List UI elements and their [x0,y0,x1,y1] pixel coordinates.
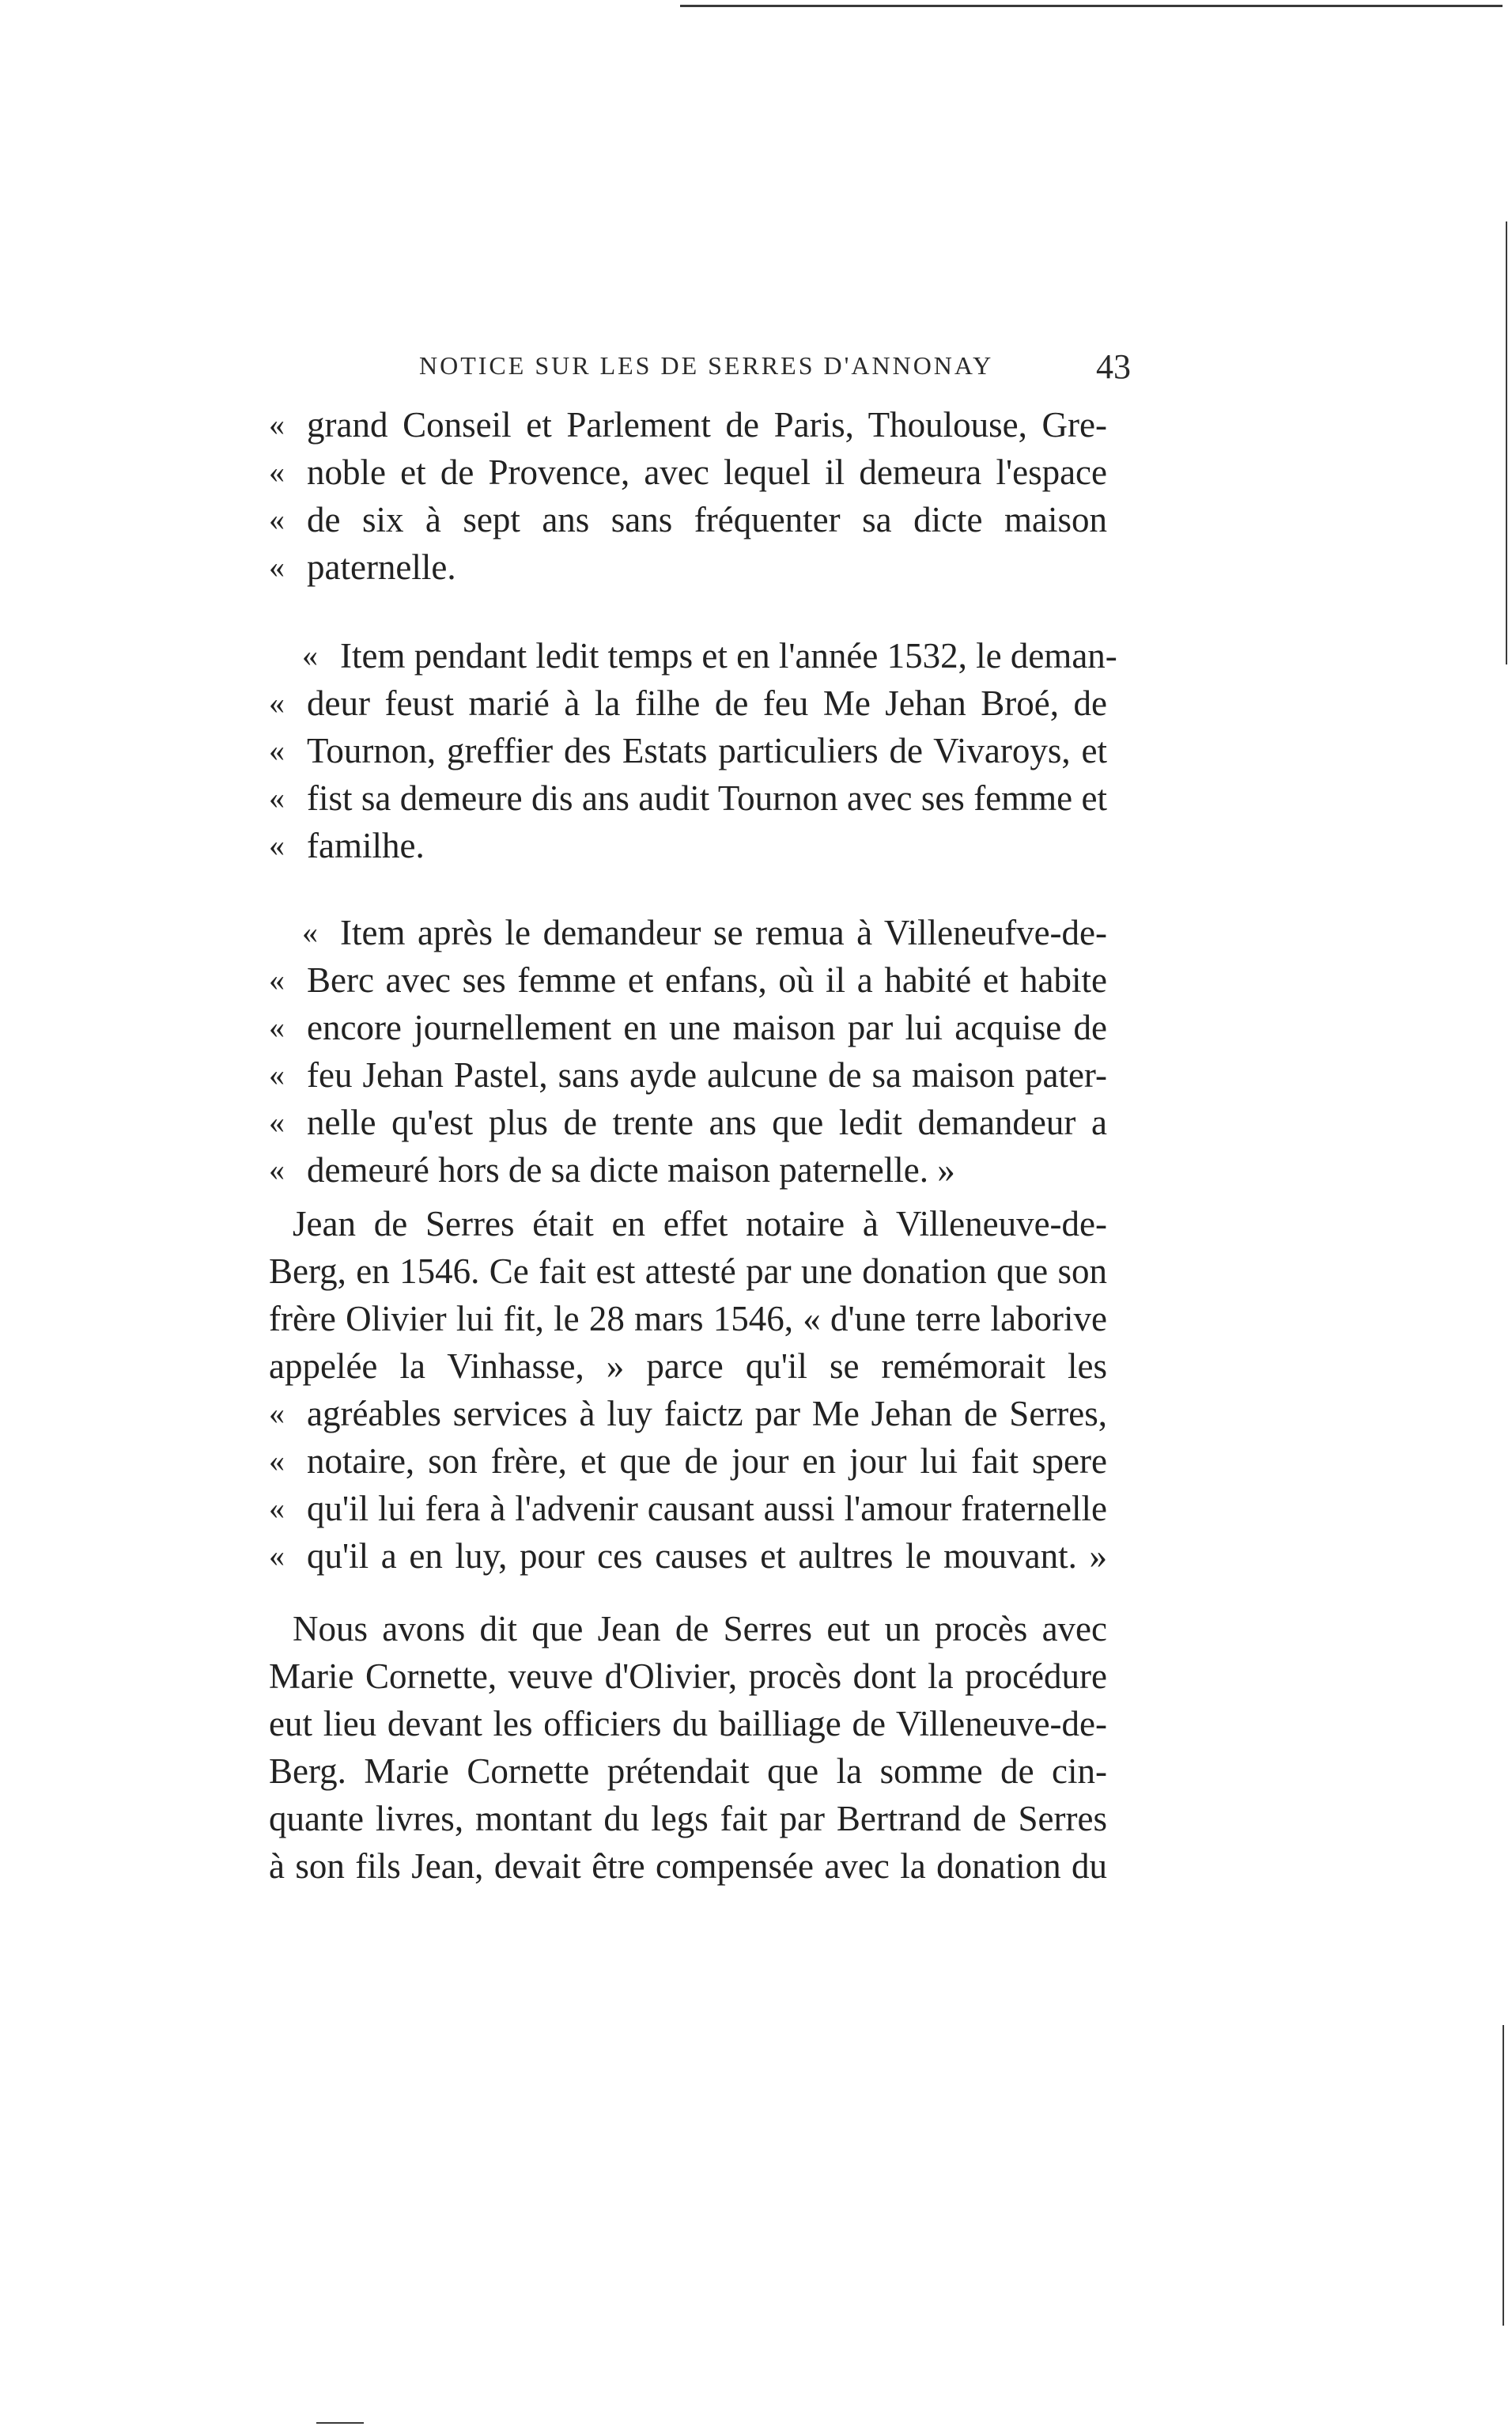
quote-line [269,1052,1107,1098]
quote-line [269,957,1107,1003]
quote-line [269,910,1107,956]
text-line: demeuré hors de sa dicte maison paternelle. » [307,1150,955,1190]
text-line: qu'il a en luy, pour ces causes et aultres le mouvant. » [307,1536,1107,1576]
text-line: Tournon, greffier des Estats particuliers de Vivaroys, et [307,731,1107,770]
quote-line [269,1147,1107,1193]
text-line: Berg, en 1546. Ce fait est attesté par une donation que son [269,1251,1107,1291]
quote-mark: « [269,1009,285,1045]
scan-right-edge [1506,221,1507,664]
quote-line [269,1533,1107,1579]
quote-mark: « [302,914,318,950]
text-line: notaire, son frère, et que de jour en jour lui fait spere [307,1441,1107,1481]
scan-top-rule [680,5,1503,7]
quote-line [269,728,1107,774]
quote-line [269,449,1107,495]
text-line: noble et de Provence, avec lequel il demeura l'espace [307,452,1107,492]
quote-mark: « [269,685,285,721]
text-line: frère Olivier lui fit, le 28 mars 1546, « d'une terre laborive [269,1299,1107,1338]
text-line: qu'il lui fera à l'advenir causant aussi l'amour fraternelle [307,1489,1107,1528]
text-line: à son fils Jean, devait être compensée avec la donation du [269,1846,1107,1886]
text-line: feu Jehan Pastel, sans ayde aulcune de sa maison pater- [307,1055,1107,1095]
scan-right-edge-lower [1503,2025,1504,2326]
quote-mark: « [269,780,285,816]
quote-mark: « [269,549,285,585]
quote-mark: « [269,1395,285,1431]
quote-mark: « [269,1443,285,1478]
quote-mark: « [269,1490,285,1526]
text-line: paternelle. [307,547,456,587]
quote-mark: « [269,827,285,863]
quote-mark: « [269,502,285,537]
running-head: NOTICE SUR LES DE SERRES D'ANNONAY [419,351,994,380]
text-line: Marie Cornette, veuve d'Olivier, procès dont la procédure [269,1656,1107,1696]
text-line: agréables services à luy faictz par Me Jehan de Serres, [307,1394,1107,1433]
text-line: quante livres, montant du legs fait par Bertrand de Serres [269,1799,1107,1838]
quote-line [269,1100,1107,1145]
quote-mark: « [269,1104,285,1140]
page-header [419,346,1131,394]
quote-mark: « [269,1538,285,1573]
text-line: grand Conseil et Parlement de Paris, Thoulouse, Gre- [307,405,1107,445]
text-line: nelle qu'est plus de trente ans que ledit demandeur a [307,1103,1107,1142]
page-number: 43 [1096,347,1131,386]
quote-mark: « [269,1057,285,1092]
text-line: appelée la Vinhasse, » parce qu'il se remémorait les [269,1346,1107,1386]
quote-mark: « [302,638,318,673]
text-line: Jean de Serres était en effet notaire à Villeneuve-de- [293,1204,1107,1243]
scan-bottom-mark [316,2422,364,2424]
text-line: Berc avec ses femme et enfans, où il a habité et habite [307,960,1107,1000]
quote-mark: « [269,962,285,997]
quote-line [269,1438,1107,1484]
text-line: Item après le demandeur se remua à Villeneufve-de- [340,913,1107,952]
quote-mark: « [269,1152,285,1187]
text-line: de six à sept ans sans fréquenter sa dicte maison [307,500,1107,539]
text-line: Item pendant ledit temps et en l'année 1532, le deman- [340,636,1117,676]
quote-mark: « [269,454,285,490]
quote-line [269,497,1107,543]
text-line: eut lieu devant les officiers du bailliage de Villeneuve-de- [269,1704,1107,1743]
quote-line [269,823,1107,869]
quote-line [269,1391,1107,1437]
text-line: familhe. [307,826,425,865]
quote-line [269,775,1107,821]
text-line: Berg. Marie Cornette prétendait que la somme de cin- [269,1751,1107,1791]
quote-line [269,402,1107,448]
text-line: Nous avons dit que Jean de Serres eut un procès avec [293,1609,1107,1649]
quote-line [269,680,1107,726]
text-line: fist sa demeure dis ans audit Tournon avec ses femme et [307,778,1107,818]
quote-mark: « [269,732,285,768]
text-line: encore journellement en une maison par lui acquise de [307,1008,1107,1047]
text-line: deur feust marié à la filhe de feu Me Jehan Broé, de [307,683,1107,723]
quote-line [269,633,1117,679]
quote-line [269,1486,1107,1531]
quote-line [269,544,1107,590]
quote-mark: « [269,407,285,442]
quote-line [269,1005,1107,1050]
